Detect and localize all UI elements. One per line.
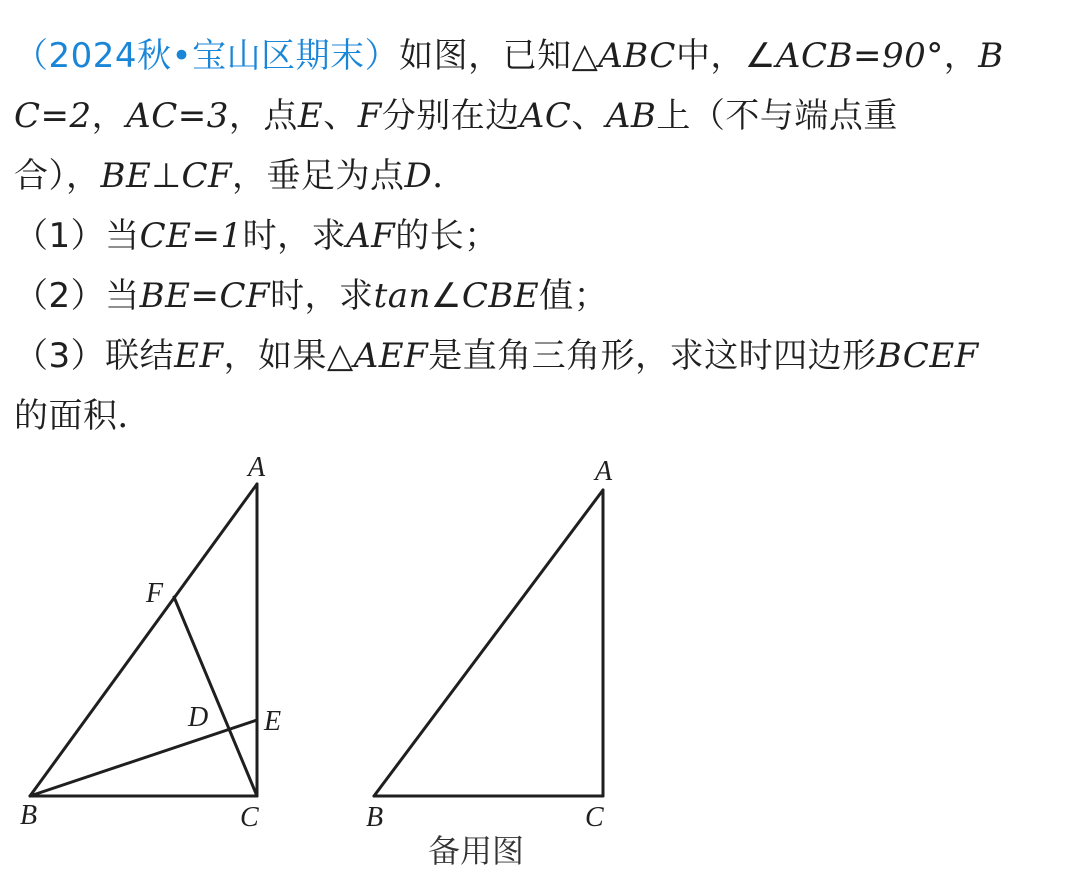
- segment-ab: [30, 484, 257, 796]
- text-run: =: [191, 216, 221, 256]
- math-run: AC: [126, 96, 178, 136]
- text-run: ∠: [430, 276, 462, 316]
- text-run: 分别在边: [381, 96, 520, 136]
- math-run: AC: [519, 96, 572, 136]
- text-run: 合），: [14, 156, 101, 196]
- math-run: E: [297, 96, 324, 136]
- geometry-figures: [0, 440, 1080, 892]
- segment-be: [30, 720, 257, 796]
- math-run: CF: [219, 276, 271, 316]
- math-run: tan: [373, 276, 431, 316]
- label-f: F: [146, 578, 164, 609]
- text-run: ，: [91, 96, 127, 136]
- math-run: 3: [206, 96, 229, 136]
- math-run: C: [14, 96, 41, 136]
- math-run: 90°: [881, 36, 944, 76]
- question-3: [14, 326, 1072, 386]
- text-run: 值；: [539, 276, 609, 316]
- math-run: AF: [346, 216, 396, 256]
- text-run: 、: [323, 96, 358, 136]
- problem-line-2: [14, 86, 1072, 146]
- math-run: ACB: [775, 36, 853, 76]
- math-run: 1: [220, 216, 243, 256]
- text-run: 如图，已知△: [399, 36, 599, 76]
- text-run: =: [177, 96, 207, 136]
- label-a: A: [248, 452, 266, 483]
- text-run: 、: [571, 96, 606, 136]
- question-1: [14, 206, 1072, 266]
- problem-line-1: [14, 26, 1072, 86]
- text-run: 时，求: [242, 216, 347, 256]
- question-2: [14, 266, 1072, 326]
- text-run: ，: [943, 36, 979, 76]
- text-run: 的面积．: [14, 396, 152, 436]
- math-run: F: [357, 96, 382, 136]
- text-run: 是直角三角形，求这时四边形: [428, 336, 877, 376]
- label-b-spare: B: [366, 802, 384, 833]
- math-run: AB: [605, 96, 657, 136]
- problem-line-3: [14, 146, 1072, 206]
- text-run: ．: [432, 156, 467, 196]
- figures: [0, 440, 1080, 892]
- text-run: （3）联结: [14, 336, 175, 376]
- text-run: （2）当: [14, 276, 140, 316]
- math-run: D: [404, 156, 433, 196]
- label-d: D: [188, 702, 209, 733]
- text-run: ，如果△: [223, 336, 354, 376]
- text-run: 上（不与端点重: [656, 96, 898, 136]
- math-run: CE: [139, 216, 192, 256]
- math-run: B: [978, 36, 1004, 76]
- label-e: E: [264, 706, 282, 737]
- math-run: BCEF: [876, 336, 979, 376]
- label-a-spare: A: [595, 456, 613, 487]
- main-figure: [20, 452, 281, 833]
- math-run: EF: [174, 336, 224, 376]
- math-run: 2: [69, 96, 92, 136]
- question-3-cont: [14, 386, 1072, 446]
- text-run: ，点: [228, 96, 298, 136]
- math-run: BE: [100, 156, 152, 196]
- problem-source: （2024秋•宝山区期末）: [14, 36, 400, 76]
- math-run: ABC: [598, 36, 676, 76]
- text-run: =: [190, 276, 220, 316]
- label-b: B: [20, 800, 38, 831]
- text-run: =: [40, 96, 70, 136]
- label-c: C: [240, 802, 259, 833]
- text-run: ，垂足为点: [232, 156, 405, 196]
- problem-text: [14, 26, 1072, 446]
- text-run: =: [852, 36, 882, 76]
- text-run: （1）当: [14, 216, 140, 256]
- spare-figure: [366, 456, 613, 870]
- label-c-spare: C: [585, 802, 604, 833]
- segment-ab-spare: [374, 490, 603, 796]
- segment-cf: [174, 597, 257, 796]
- text-run: ⊥: [151, 156, 182, 196]
- math-run: CBE: [461, 276, 540, 316]
- math-run: BE: [139, 276, 191, 316]
- math-run: CF: [181, 156, 233, 196]
- text-run: 时，求: [270, 276, 374, 316]
- spare-caption: 备用图: [428, 832, 525, 870]
- text-run: 的长；: [395, 216, 499, 256]
- text-run: 中，∠: [675, 36, 776, 76]
- math-run: AEF: [353, 336, 429, 376]
